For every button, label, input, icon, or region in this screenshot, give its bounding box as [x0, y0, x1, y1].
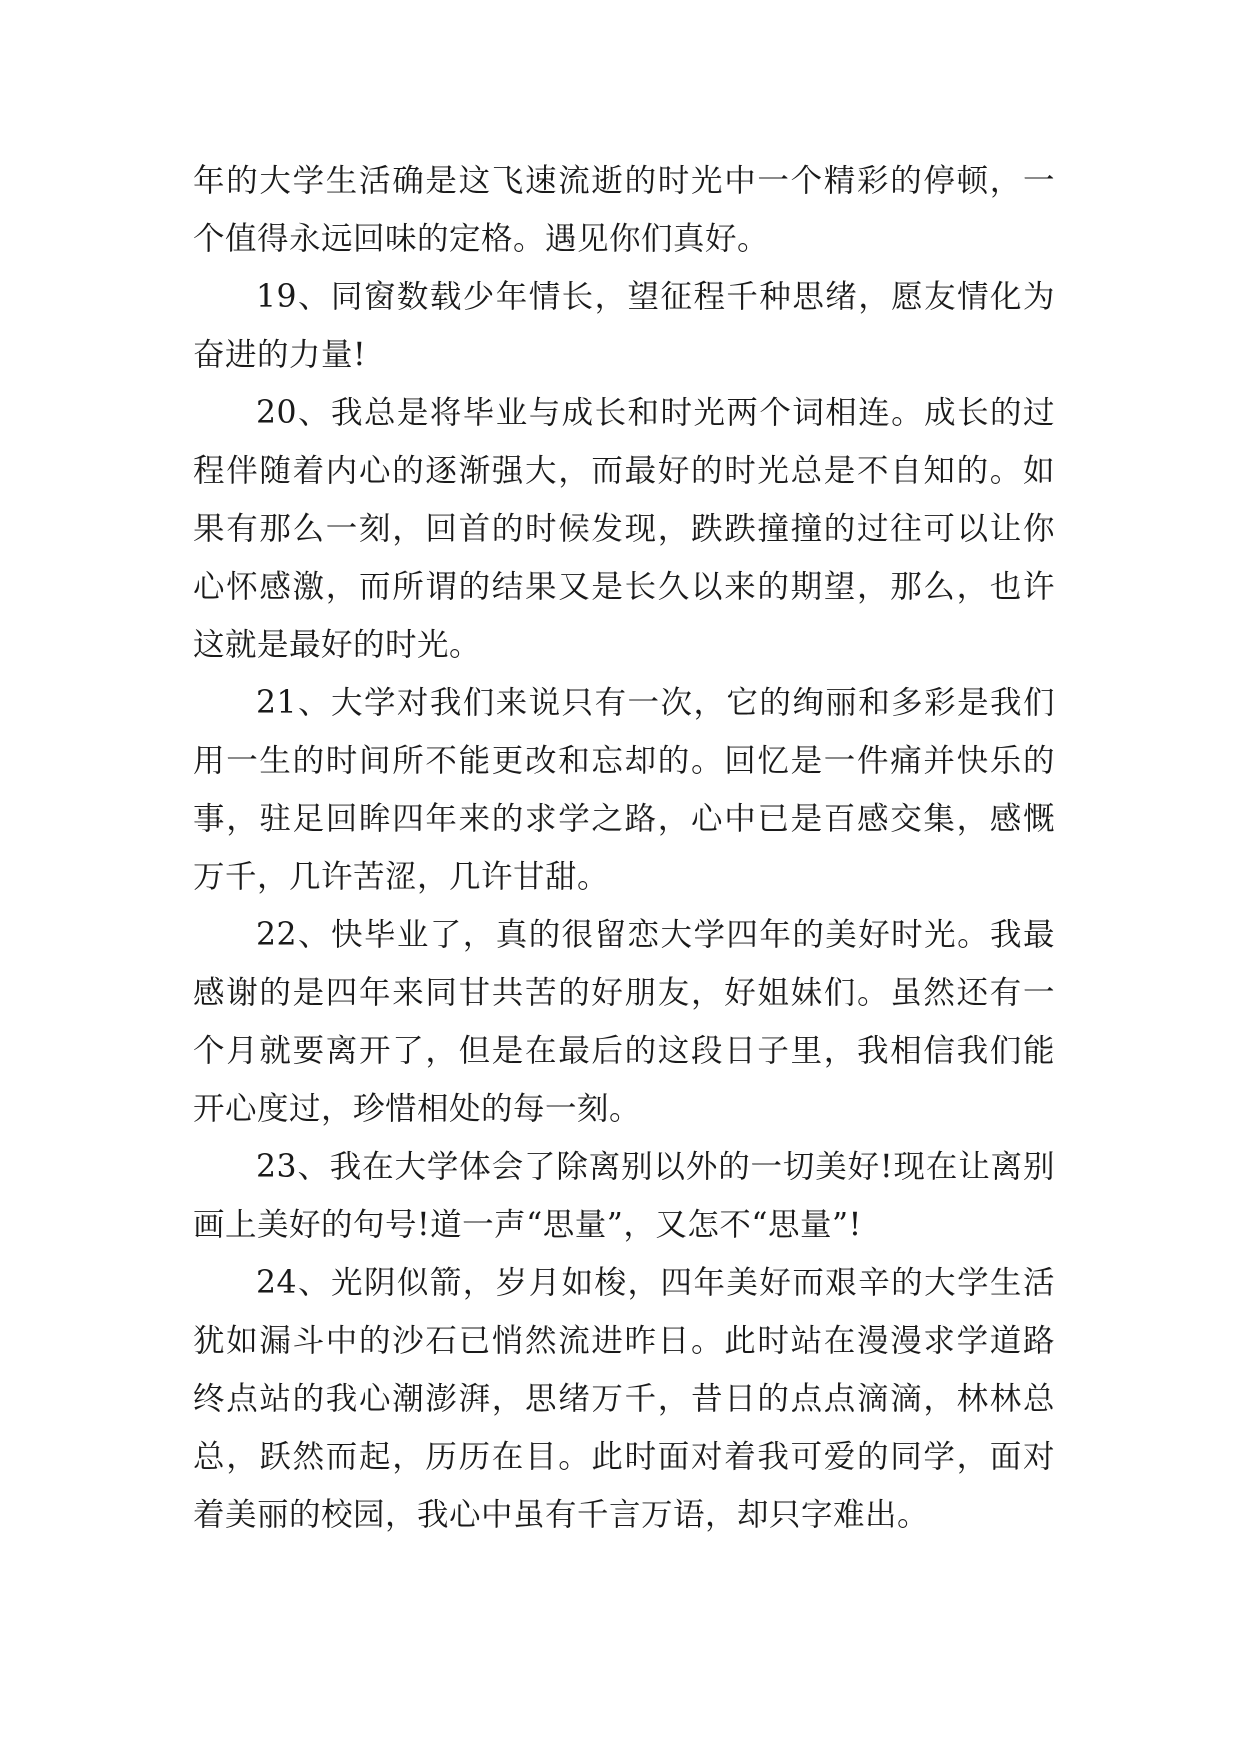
document-body [193, 152, 1055, 1544]
paragraph-20: 20、我总是将毕业与成长和时光两个词相连。成长的过程伴随着内心的逐渐强大，而最好的时光总是不自知的。如果有那么一刻，回首的时候发现，跌跌撞撞的过往可以让你心怀感激，而所谓的结果又是长久以来的期望，那么，也许这就是最好的时光。 [193, 395, 1055, 663]
paragraph-22: 22、快毕业了，真的很留恋大学四年的美好时光。我最感谢的是四年来同甘共苦的好朋友，好姐妹们。虽然还有一个月就要离开了，但是在最后的这段日子里，我相信我们能开心度过，珍惜相处的每一刻。 [193, 917, 1055, 1127]
paragraph-19: 19、同窗数载少年情长，望征程千种思绪，愿友情化为奋进的力量! [193, 279, 1055, 373]
paragraph-21: 21、大学对我们来说只有一次，它的绚丽和多彩是我们用一生的时间所不能更改和忘却的。回忆是一件痛并快乐的事，驻足回眸四年来的求学之路，心中已是百感交集，感慨万千，几许苦涩，几许甘甜。 [193, 685, 1055, 895]
paragraph-continued: 年的大学生活确是这飞速流逝的时光中一个精彩的停顿，一个值得永远回味的定格。遇见你们真好。 [193, 163, 1055, 257]
paragraph-23: 23、我在大学体会了除离别以外的一切美好!现在让离别画上美好的句号!道一声“思量”，又怎不“思量”! [193, 1149, 1055, 1243]
paragraph-24: 24、光阴似箭，岁月如梭，四年美好而艰辛的大学生活犹如漏斗中的沙石已悄然流进昨日。此时站在漫漫求学道路终点站的我心潮澎湃，思绪万千，昔日的点点滴滴，林林总总，跃然而起，历历在目。此时面对着我可爱的同学，面对着美丽的校园，我心中虽有千言万语，却只字难出。 [193, 1265, 1055, 1533]
